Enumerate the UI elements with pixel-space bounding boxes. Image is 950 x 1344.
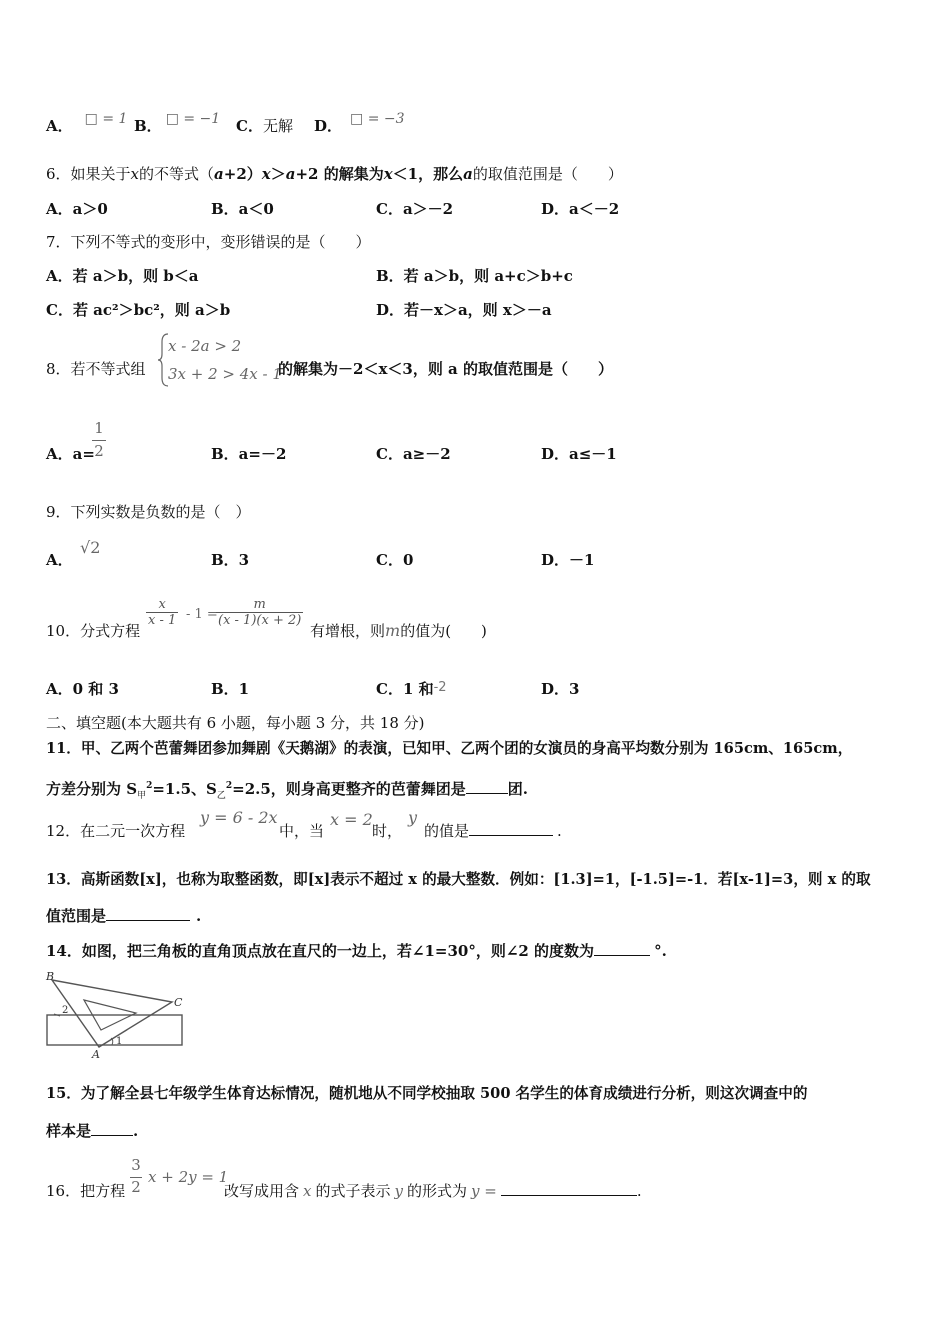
q16-tail: 改写成用含 x 的式子表示 y 的形式为 y = .	[224, 1182, 642, 1200]
q10-equals: - 1 =	[186, 607, 218, 622]
q8-option-d: D．a≤－1	[541, 445, 617, 463]
q11-line1: 11．甲、乙两个芭蕾舞团参加舞剧《天鹅湖》的表演，已知甲、乙两个团的女演员的身高平均数分别为 165cm、165cm，	[46, 740, 853, 757]
triangle-outer-shape	[52, 980, 172, 1047]
q12-equation: y = 6 - 2x	[200, 808, 278, 827]
q12-answer-blank[interactable]	[469, 821, 553, 836]
q15-line1: 15．为了解全县七年级学生体育达标情况，随机地从不同学校抽取 500 名学生的体育成绩进行分析，则这次调查中的	[46, 1085, 808, 1102]
q8-option-a-fraction: 1 2	[92, 418, 106, 461]
q5-option-b: B． □ = −1	[134, 111, 221, 135]
q12-mid1: 中，当	[279, 822, 325, 840]
q10-option-a: A．0 和 3	[46, 680, 119, 698]
q7-option-b: B．若 a＞b，则 a+c＞b+c	[376, 267, 573, 285]
label-b: B	[46, 970, 55, 983]
q8-system-eq1: x - 2a > 2	[168, 337, 242, 355]
q11-answer-blank[interactable]	[466, 779, 508, 794]
q12-mid2: 时，	[372, 822, 403, 840]
q14-answer-blank[interactable]	[594, 941, 650, 956]
q6-option-a: A．a＞0	[46, 200, 108, 218]
q7-option-d: D．若－x＞a，则 x＞－a	[376, 301, 552, 319]
q5-option-d: D． □ = −3	[314, 111, 405, 135]
q9-option-d: D．－1	[541, 551, 595, 569]
q14-figure	[44, 968, 190, 1060]
q8-option-a: A．a=	[46, 445, 95, 463]
label-angle-2: 2	[62, 1005, 69, 1016]
q13-line2: 值范围是 .	[46, 907, 202, 925]
q16-stem-pre: 16．把方程	[46, 1182, 126, 1200]
label-c: C	[174, 996, 183, 1009]
q8-option-c: C．a≥－2	[376, 445, 451, 463]
label-a: A	[92, 1048, 100, 1060]
q11-line2: 方差分别为 $S_甲^2=1.5$、$S_乙^2=2.5$，则身高更整齐的芭蕾舞团是 团.	[46, 780, 529, 801]
q9-option-a: A．	[46, 551, 73, 569]
q8-stem-post: 的解集为－2＜x＜3，则 a 的取值范围是（ ）	[278, 360, 613, 378]
q6-option-c: C．a＞－2	[376, 200, 454, 218]
q8-option-b: B．a=－2	[211, 445, 287, 463]
q5-option-a: A． □ = 1	[46, 111, 128, 135]
q10-fraction-1: $\frac{x}{x - 1}$	[148, 597, 177, 628]
q12-condition: x = 2	[330, 810, 373, 829]
label-angle-1: 1	[116, 1036, 123, 1047]
q5-option-a-math: □ = 1	[84, 111, 128, 127]
q16-equation: x + 2y = 1	[148, 1168, 229, 1186]
q10-option-b: B．1	[211, 680, 250, 698]
q10-stem-post: 有增根，则m的值为( )	[310, 621, 487, 640]
q8-system-eq2: 3x + 2 > 4x - 1	[168, 365, 282, 383]
section-2-title: 二、填空题(本大题共有 6 小题，每小题 3 分，共 18 分)	[46, 714, 425, 732]
q9-option-b: B．3	[211, 551, 250, 569]
q10-option-d: D．3	[541, 680, 580, 698]
q9-stem: 9．下列实数是负数的是（ ）	[46, 503, 251, 521]
q7-stem: 7．下列不等式的变形中，变形错误的是（ ）	[46, 233, 371, 251]
q7-option-c: C．若 ac²＞bc²，则 a＞b	[46, 301, 231, 319]
q6-stem: 6．如果关于x的不等式（a+2）x＞a+2 的解集为x＜1，那么a的取值范围是（ ）	[46, 165, 623, 183]
q12-stem-pre: 12．在二元一次方程	[46, 822, 186, 840]
q12-tail: 的值是 .	[424, 822, 562, 840]
q15-answer-blank[interactable]	[91, 1121, 133, 1136]
q15-line2: 样本是 .	[46, 1122, 139, 1140]
q5-option-d-math: □ = −3	[350, 111, 405, 127]
q10-fraction-2: $\frac{m}{(x - 1)(x + 2)}$	[218, 597, 302, 628]
q9-option-c: C．0	[376, 551, 414, 569]
q16-fraction: 3 2	[131, 1156, 141, 1196]
ruler-shape	[47, 1015, 182, 1045]
q6-option-b: B．a＜0	[211, 200, 274, 218]
q13-line1: 13．高斯函数[x]，也称为取整函数，即[x]表示不超过 x 的最大整数．例如：[1.3]=1，[-1.5]=-1．若[x-1]=3，则 x 的取	[46, 871, 871, 888]
q13-answer-blank[interactable]	[106, 906, 190, 921]
q6-option-d: D．a＜－2	[541, 200, 620, 218]
q10-option-c: C．1 和-2	[376, 680, 447, 698]
q9-option-a-math: √2	[80, 538, 101, 557]
q5-option-c: C．无解	[236, 117, 293, 135]
q5-option-b-math: □ = −1	[165, 111, 221, 127]
q10-stem-pre: 10．分式方程	[46, 622, 141, 640]
q7-option-a: A．若 a＞b，则 b＜a	[46, 267, 199, 285]
q8-stem-pre: 8．若不等式组	[46, 360, 146, 378]
q16-answer-blank[interactable]	[501, 1181, 637, 1196]
q12-var-y: y	[408, 808, 418, 827]
q14-stem: 14．如图，把三角板的直角顶点放在直尺的一边上，若∠1=30°，则∠2 的度数为 °.	[46, 942, 667, 960]
